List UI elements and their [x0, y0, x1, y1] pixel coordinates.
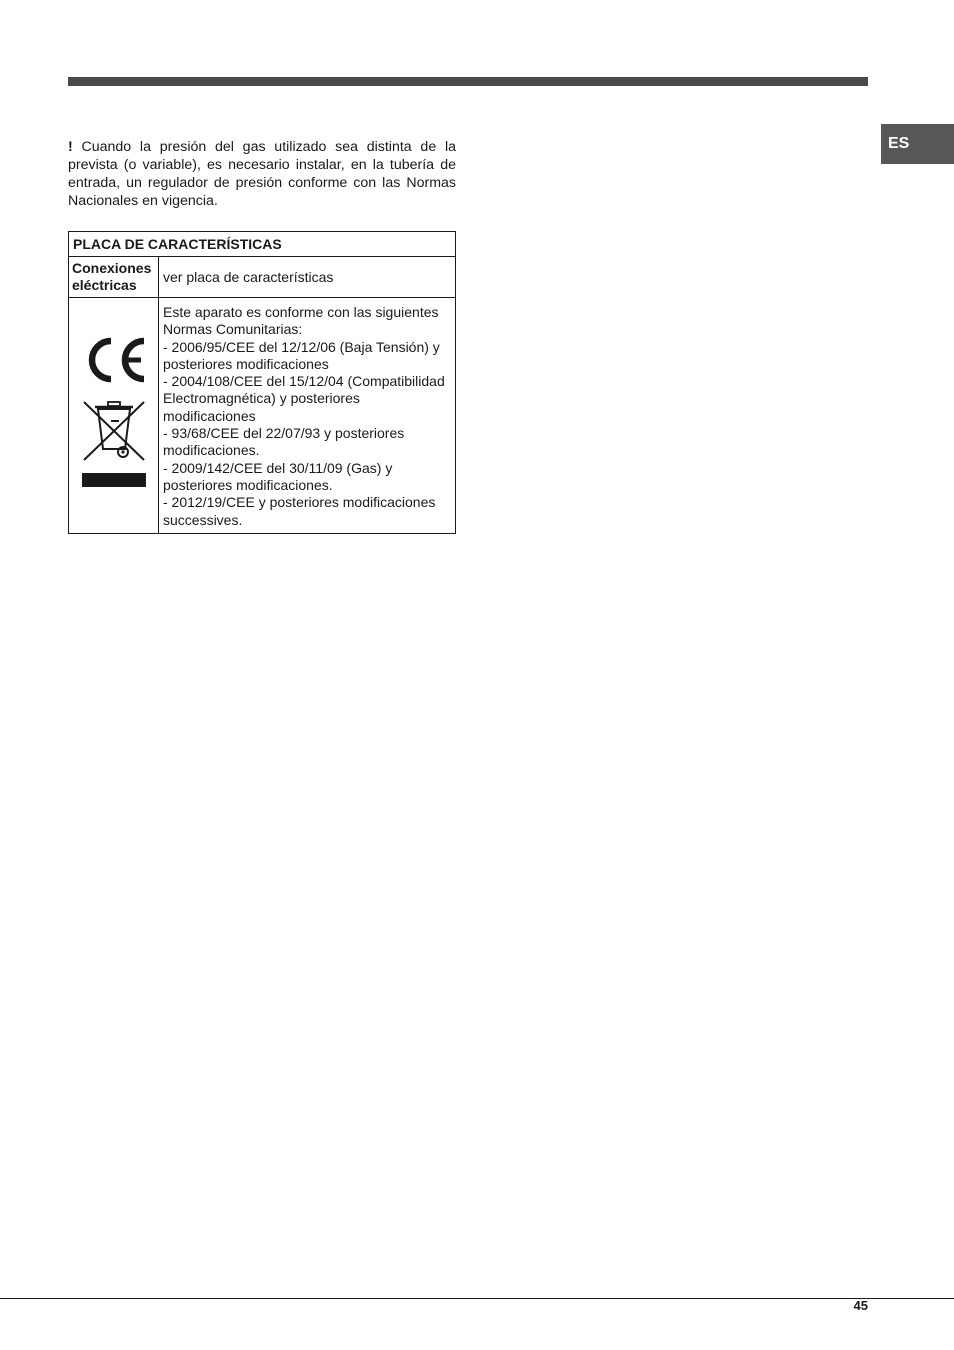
- warning-mark: !: [68, 139, 73, 155]
- norm-item: - 2012/19/CEE y posteriores modificaciones successives.: [163, 494, 436, 528]
- rating-plate-table: [68, 231, 456, 534]
- electrical-connections-value: ver placa de características: [159, 257, 456, 298]
- table-row: [69, 298, 456, 534]
- page-number: 45: [853, 1298, 868, 1313]
- table-row: [69, 257, 456, 298]
- table-header: PLACA DE CARACTERÍSTICAS: [69, 232, 456, 257]
- gas-pressure-warning: [68, 138, 456, 210]
- weee-crossed-bin-icon: [81, 399, 147, 495]
- norm-item: - 2006/95/CEE del 12/12/06 (Baja Tensión) y posteriores modificaciones: [163, 338, 440, 372]
- norm-item: - 93/68/CEE del 22/07/93 y posteriores modificaciones.: [163, 425, 405, 459]
- compliance-icons: [69, 298, 159, 534]
- header-rule: [68, 77, 868, 86]
- compliance-norms: [159, 298, 456, 534]
- warning-text: Cuando la presión del gas utilizado sea distinta de la prevista (o variable), es necesario instalar, en la tubería de entrada, un regulador de presión conforme con las Normas Nacionales en vigencia.: [68, 139, 456, 209]
- norms-intro: Este aparato es conforme con las siguientes Normas Comunitarias:: [163, 304, 439, 338]
- footer-rule: [0, 1298, 954, 1299]
- language-tab: ES: [881, 124, 954, 164]
- electrical-connections-label: Conexiones eléctricas: [69, 257, 159, 298]
- norm-item: - 2004/108/CEE del 15/12/04 (Compatibilidad Electromagnética) y posteriores modificaciones: [163, 373, 445, 424]
- norm-item: - 2009/142/CEE del 30/11/09 (Gas) y posteriores modificaciones.: [163, 459, 393, 493]
- ce-mark-icon: [81, 335, 147, 385]
